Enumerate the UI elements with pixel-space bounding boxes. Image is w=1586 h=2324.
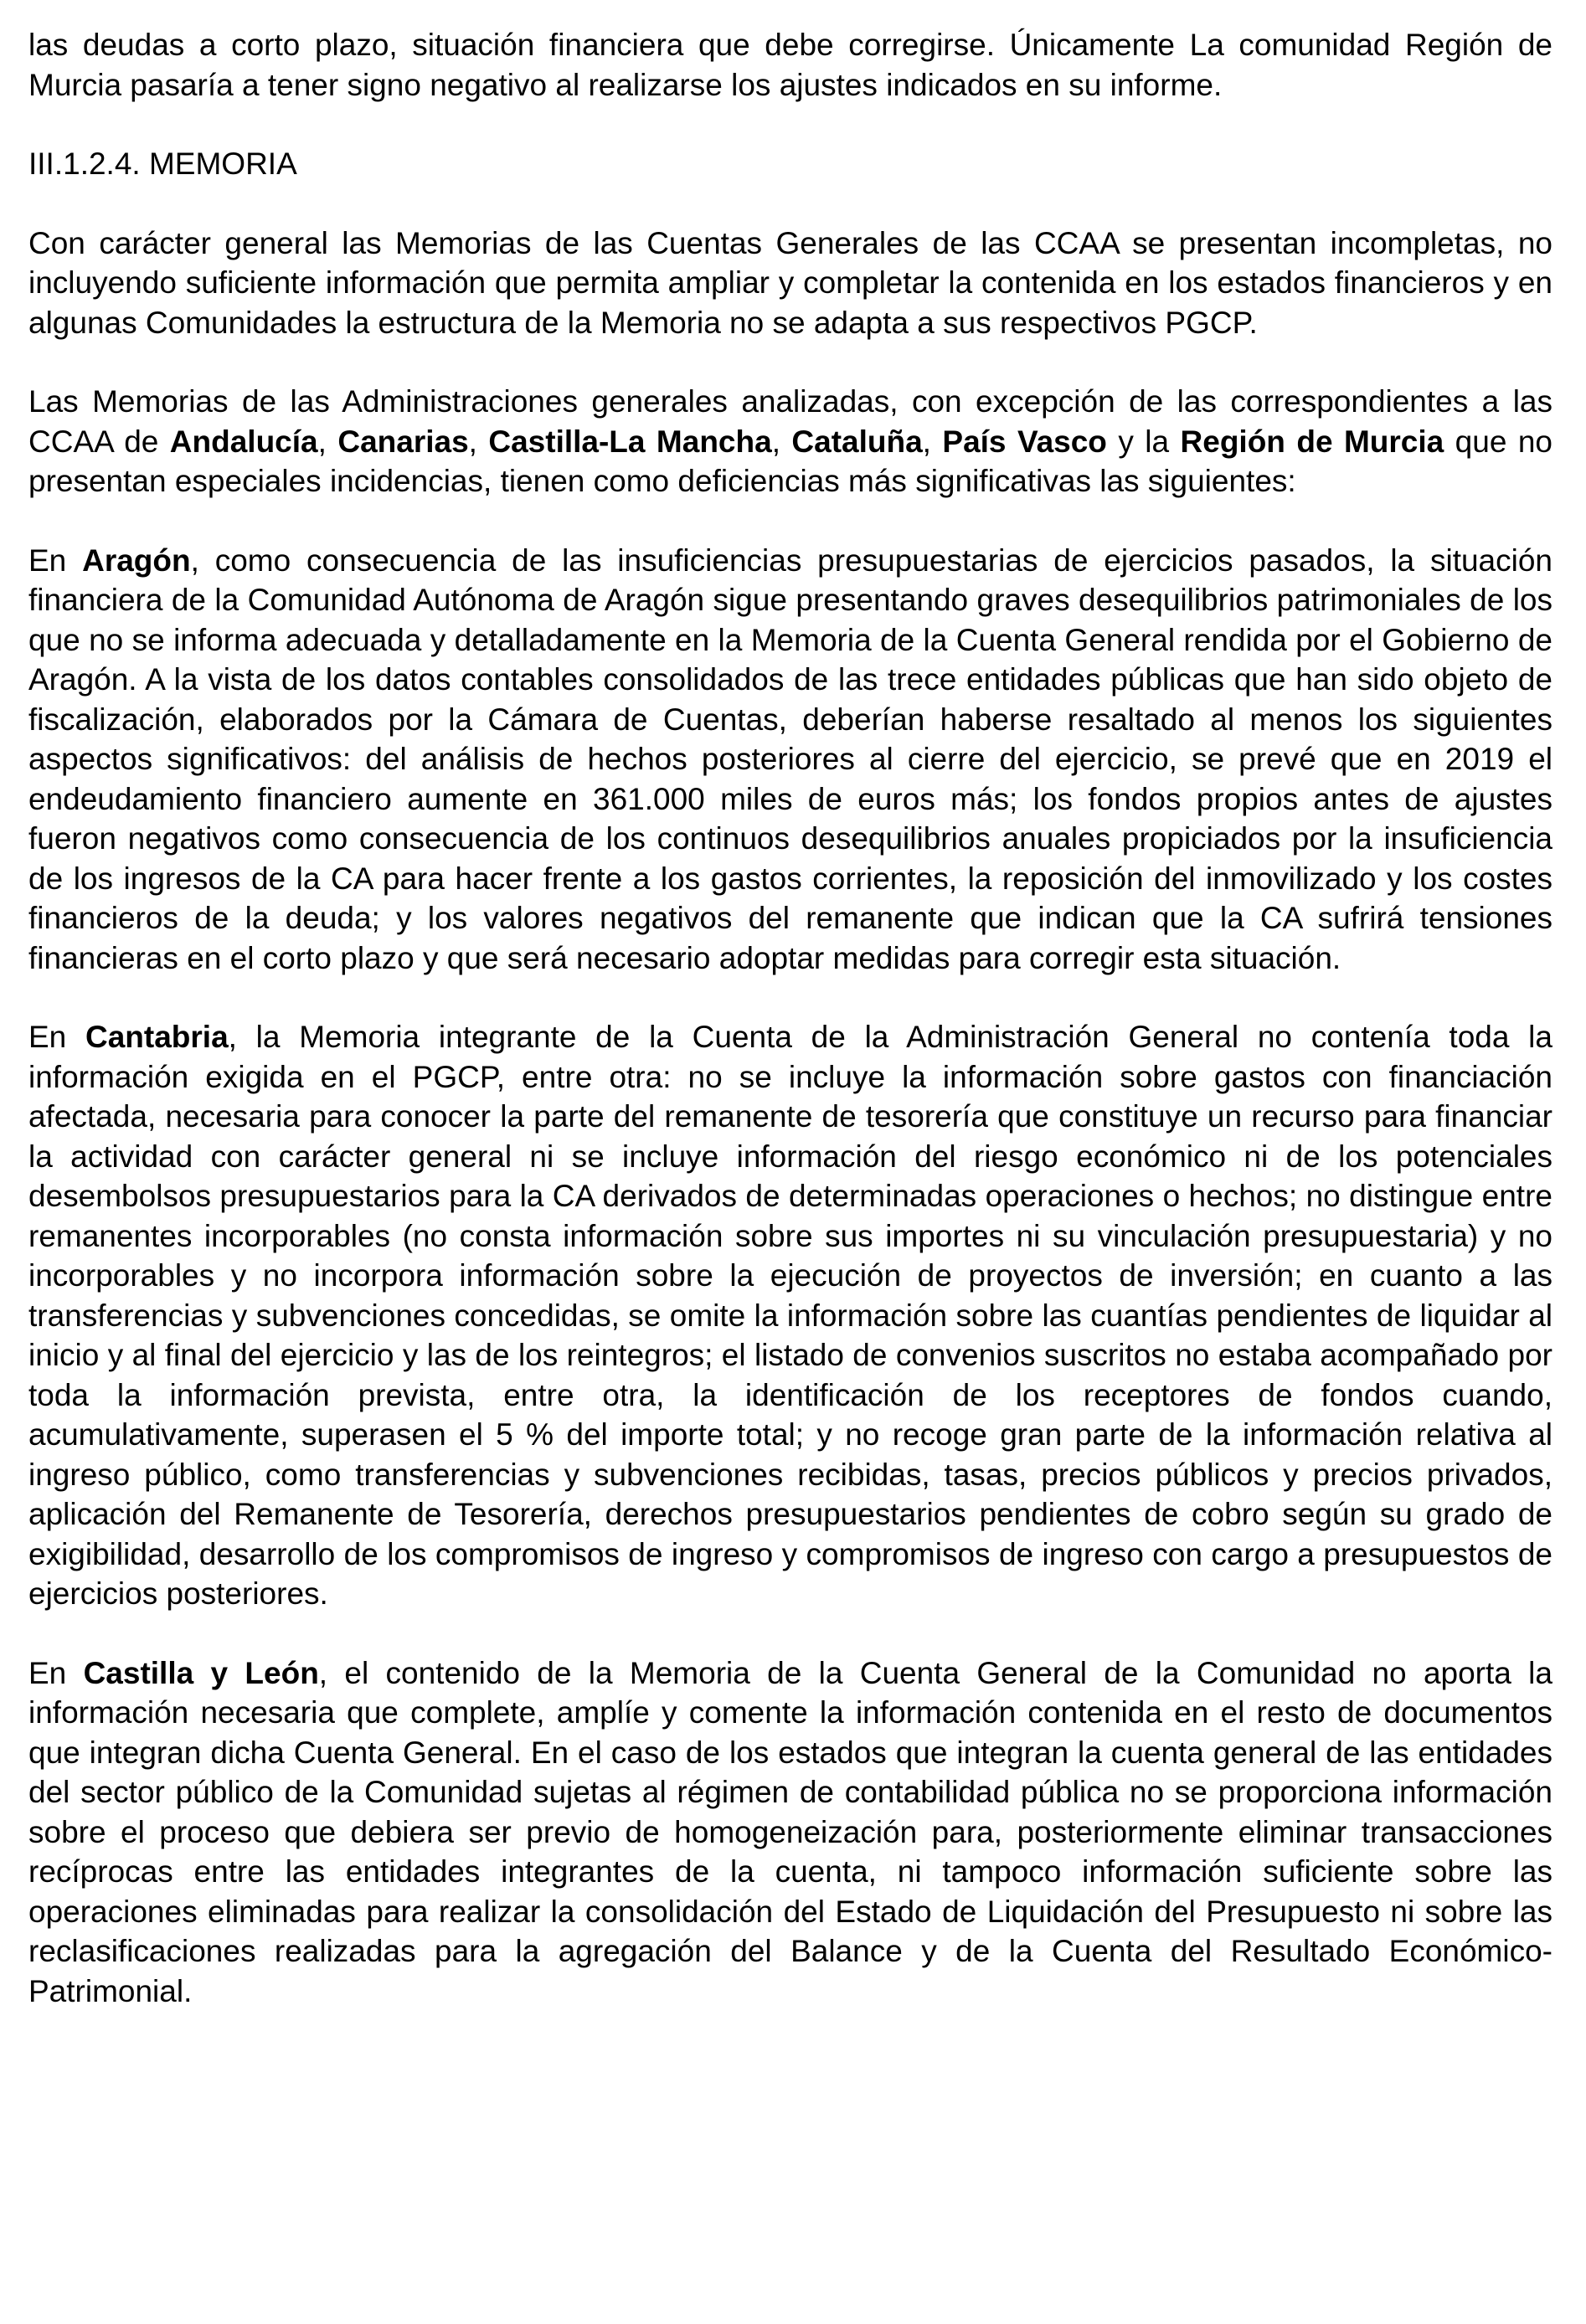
paragraph-memorias-general: Con carácter general las Memorias de las Cuentas Generales de las CCAA se presentan incompletas, no incluyendo suficiente información que permita ampliar y completar la contenida en los estados financieros y en algunas Comunidades la estructura de la Memoria no se adapta a sus respectivos PGCP. xyxy=(28,225,1553,340)
document-page xyxy=(28,25,1553,2050)
region-murcia: Región de Murcia xyxy=(1180,424,1444,459)
region-cantabria: Cantabria xyxy=(85,1020,229,1054)
paragraph-body: , la Memoria integrante de la Cuenta de la Administración General no contenía toda la información exigida en el PGCP, entre otra: no se incluye la información sobre gastos con financiación afectada, necesaria para conocer la parte del remanente de tesorería que constituye un recurso para financiar la actividad con carácter general ni se incluye información del riesgo económico ni de los potenciales desembolsos presupuestarios para la CA derivados de determinadas operaciones o hechos; no distingue entre remanentes incorporables (no consta información sobre sus importes ni su vinculación presupuestaria) y no incorporables y no incorpora información sobre la ejecución de proyectos de inversión; en cuanto a las transferencias y subvenciones concedidas, se omite la información sobre las cuantías pendientes de liquidar al inicio y al final del ejercicio y las de los reintegros; el listado de convenios suscritos no estaba acompañado por toda la información prevista, entre otra, la identificación de los receptores de fondos cuando, acumulativamente, superasen el 5 % del importe total; y no recoge gran parte de la información relativa al ingreso público, como transferencias y subvenciones recibidas, tasas, precios públicos y precios privados, aplicación del Remanente de Tesorería, derechos presupuestarios pendientes de cobro según su grado de exigibilidad, desarrollo de los compromisos de ingreso y compromisos de ingreso con cargo a presupuestos de ejercicios posteriores. xyxy=(28,1020,1553,1611)
region-pais-vasco: País Vasco xyxy=(942,424,1107,459)
text-run: En xyxy=(28,542,83,578)
region-cataluna: Cataluña xyxy=(791,424,923,459)
paragraph-deudas: las deudas a corto plazo, situación financiera que debe corregirse. Únicamente La comunidad Región de Murcia pasaría a tener signo negativo al realizarse los ajustes indicados en su informe. xyxy=(28,28,1553,102)
region-aragon: Aragón xyxy=(82,542,191,578)
region-andalucia: Andalucía xyxy=(169,424,318,459)
text-run: , xyxy=(922,424,943,459)
paragraph-body: , como consecuencia de las insuficiencias presupuestarias de ejercicios pasados, la situación financiera de la Comunidad Autónoma de Aragón sigue presentando graves desequilibrios patrimoniales de los que no se informa adecuada y detalladamente en la Memoria de la Cuenta General rendida por el Gobierno de Aragón. A la vista de los datos contables consolidados de las trece entidades públicas que han sido objeto de fiscalización, elaborados por la Cámara de Cuentas, deberían haberse resaltado al menos los siguientes aspectos significativos: del análisis de hechos posteriores al cierre del ejercicio, se prevé que en 2019 el endeudamiento financiero aumente en 361.000 miles de euros más; los fondos propios antes de ajustes fueron negativos como consecuencia de los continuos desequilibrios anuales propiciados por la insuficiencia de los ingresos de la CA para hacer frente a los gastos corrientes, la reposición del inmovilizado y los costes financieros de la deuda; y los valores negativos del remanente que indican que la CA sufrirá tensiones financieras en el corto plazo y que será necesario adoptar medidas para corregir esta situación. xyxy=(28,542,1553,975)
paragraph-memorias-excepciones xyxy=(28,382,1553,501)
paragraph-castilla-leon xyxy=(28,1653,1553,2012)
section-heading: III.1.2.4. MEMORIA xyxy=(28,147,297,181)
text-run: En xyxy=(28,1020,85,1054)
paragraph-body: , el contenido de la Memoria de la Cuenta General de la Comunidad no aporta la información necesaria que complete, amplíe y comente la información contenida en el resto de documentos que integran dicha Cuenta General. En el caso de los estados que integran la cuenta general de las entidades del sector público de la Comunidad sujetas al régimen de contabilidad pública no se proporciona información sobre el proceso que debiera ser previo de homogeneización para, posteriormente eliminar transacciones recíprocas entre las entidades integrantes de la cuenta, ni tampoco información suficiente sobre las operaciones eliminadas para realizar la consolidación del Estado de Liquidación del Presupuesto ni sobre las reclasificaciones realizadas para la agregación del Balance y de la Cuenta del Resultado Económico-Patrimonial. xyxy=(28,1655,1553,2008)
text-run: , xyxy=(771,424,792,459)
region-canarias: Canarias xyxy=(337,424,469,459)
region-castilla-la-mancha: Castilla-La Mancha xyxy=(488,424,772,459)
paragraph-cantabria xyxy=(28,1017,1553,1614)
text-run: , xyxy=(468,424,489,459)
region-castilla-leon: Castilla y León xyxy=(83,1655,319,1690)
text-run: y la xyxy=(1106,424,1181,459)
text-run: , xyxy=(317,424,338,459)
text-run: que no presentan especiales incidencias, tienen como deficiencias más significativas las siguientes: xyxy=(28,424,1553,498)
paragraph-aragon xyxy=(28,541,1553,979)
text-run: Las Memorias de las Administraciones generales analizadas, con excepción de las correspondientes a las CCAA de xyxy=(28,384,1553,459)
text-run: En xyxy=(28,1655,84,1690)
